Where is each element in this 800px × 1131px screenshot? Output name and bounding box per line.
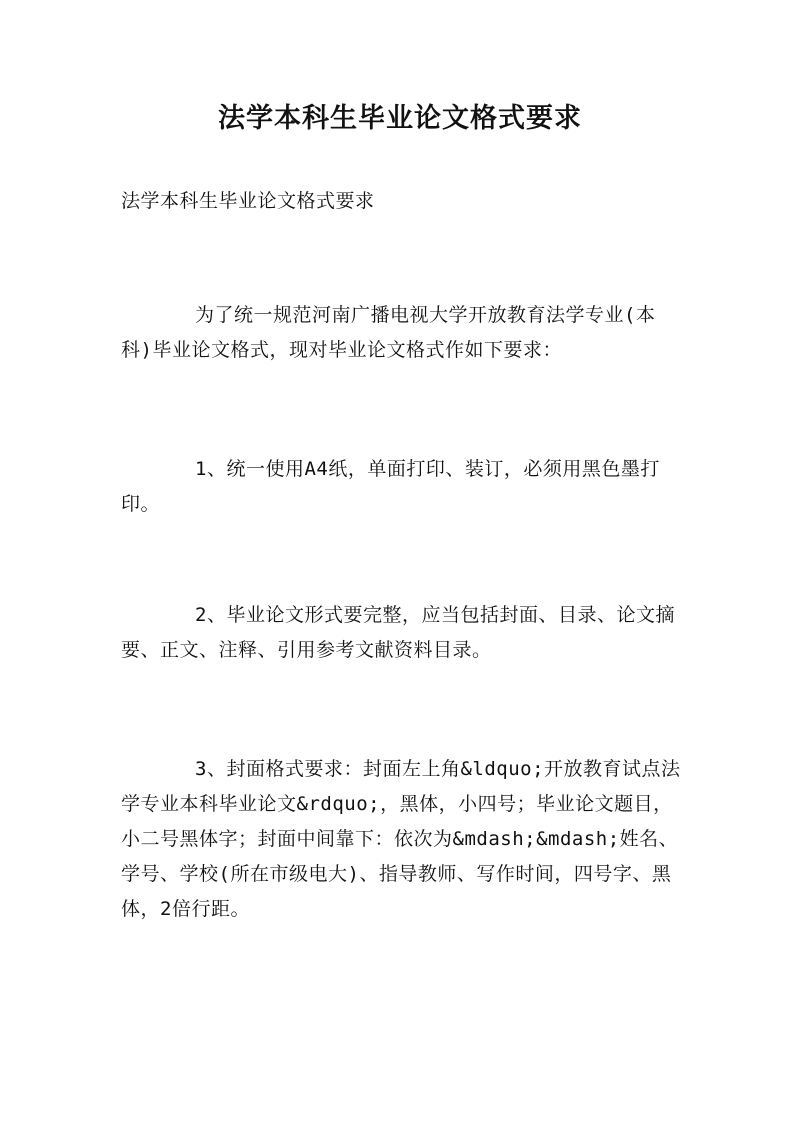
requirement-item-3: 3、封面格式要求：封面左上角&ldquo;开放教育试点法学专业本科毕业论文&rdquo;，黑体，小四号；毕业论文题目，小二号黑体字；封面中间靠下：依次为&mdash;&mdash;姓名、学号、学校(所在市级电大)、指导教师、写作时间，四号字、黑体，2倍行距。 <box>121 758 681 920</box>
requirement-item-2: 2、毕业论文形式要完整，应当包括封面、目录、论文摘要、正文、注释、引用参考文献资料目录。 <box>121 604 675 661</box>
document-subtitle: 法学本科生毕业论文格式要求 <box>121 190 375 212</box>
requirement-item-1: 1、统一使用A4纸，单面打印、装订，必须用黑色墨打印。 <box>121 458 660 515</box>
document-title: 法学本科生毕业论文格式要求 <box>218 103 582 134</box>
intro-paragraph: 为了统一规范河南广播电视大学开放教育法学专业(本科)毕业论文格式，现对毕业论文格式作如下要求： <box>121 304 656 361</box>
